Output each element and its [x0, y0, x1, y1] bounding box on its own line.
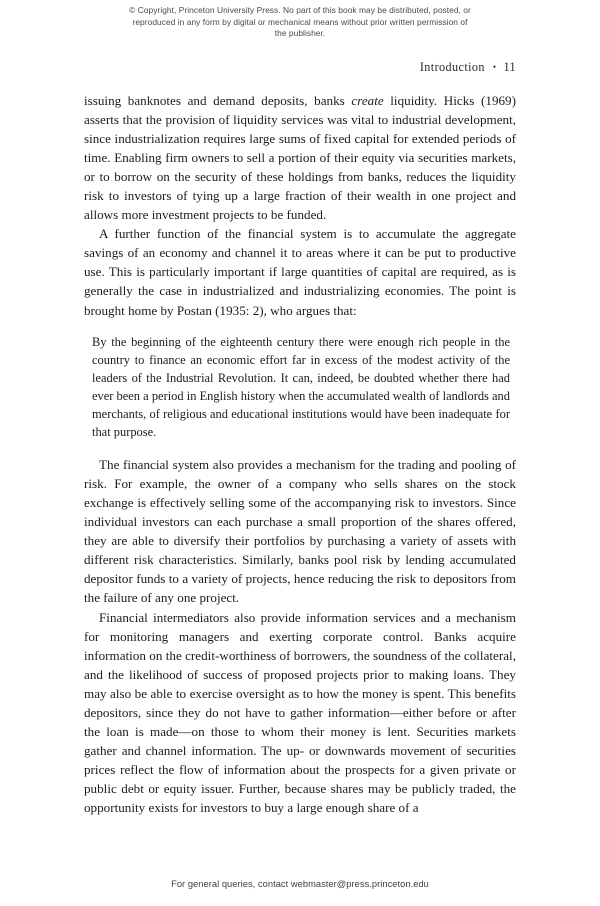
running-head-separator-bullet: • — [492, 61, 497, 72]
paragraph-savings-accumulation: A further function of the financial system is to accumulate the aggregate savings of an economy and channel it to areas where it can be put to productive use. This is particularly important if large quantities of capital are required, as is generally the case in industrialized and industrializing economies. The point is brought home by Postan (1935: 2), who argues that: — [84, 226, 516, 318]
footer-general-queries-note: For general queries, contact webmaster@press.princeton.edu — [171, 879, 429, 889]
running-head-chapter-title: Introduction — [419, 60, 485, 74]
paragraph-1-text-after-emphasis: liquidity. Hicks (1969) asserts that the provision of liquidity services was vital to industrial development, since industrialization requires large sums of fixed capital for extended periods of time. Enabling firm owners to sell a portion of their equity via securities markets, or to borrow on the security of these holdings from banks, reduces the liquidity risk to investors of tying up a large fraction of their wealth in one project and allows more investment projects to be funded. — [84, 93, 516, 223]
block-quote-postan — [92, 333, 510, 442]
block-quote-text: By the beginning of the eighteenth century there were enough rich people in the country to finance an economic effort far in excess of the modest activity of the leaders of the Industrial Revolution. It can, indeed, be doubted whether there had ever been a period in English history when the accumulated wealth of landlords and merchants, of religious and educational institutions would have been inadequate for that purpose. — [92, 334, 510, 440]
body-text-column — [84, 91, 516, 817]
paragraph-1-text-before-emphasis: issuing banknotes and demand deposits, banks — [84, 93, 352, 108]
page-number: 11 — [503, 60, 516, 74]
paragraph-information-services: Financial intermediators also provide information services and a mechanism for monitoring managers and exerting corporate control. Banks acquire information on the credit-worthiness of borrowers, the soundness of the collateral, and the likelihood of success of proposed projects prior to making loans. They may also be able to exercise oversight as to how the money is spent. This benefits depositors, since they do not have to gather information—either before or after the loan is made—on those to whom their money is lent. Securities markets gather and channel information. The up- or downwards movement of securities prices reflect the flow of information about the prospects for a given private or public debt or equity issuer. Further, because shares may be publicly traded, the opportunity exists for investors to buy a large enough share of a — [84, 609, 516, 815]
copyright-notice: © Copyright, Princeton University Press. No part of this book may be distributed, posted, or reproduced in any form by digital or mechanical means without prior written permission of the publisher. — [129, 5, 471, 39]
emphasized-word-create: create — [351, 93, 384, 108]
paragraph-risk-pooling: The financial system also provides a mechanism for the trading and pooling of risk. For example, the owner of a company who sells shares on the stock exchange is effectively selling some of the accompanying risk to investors. Since individual investors can each purchase a small proportion of the shares offered, they are able to diversify their portfolios by purchasing a variety of assets with different risk characteristics. Similarly, banks pool risk by lending accumulated depositor funds to a variety of projects, hence reducing the risk to depositors from the failure of any one project. — [84, 457, 516, 606]
running-head — [420, 60, 516, 75]
paragraph-liquidity — [84, 91, 516, 224]
